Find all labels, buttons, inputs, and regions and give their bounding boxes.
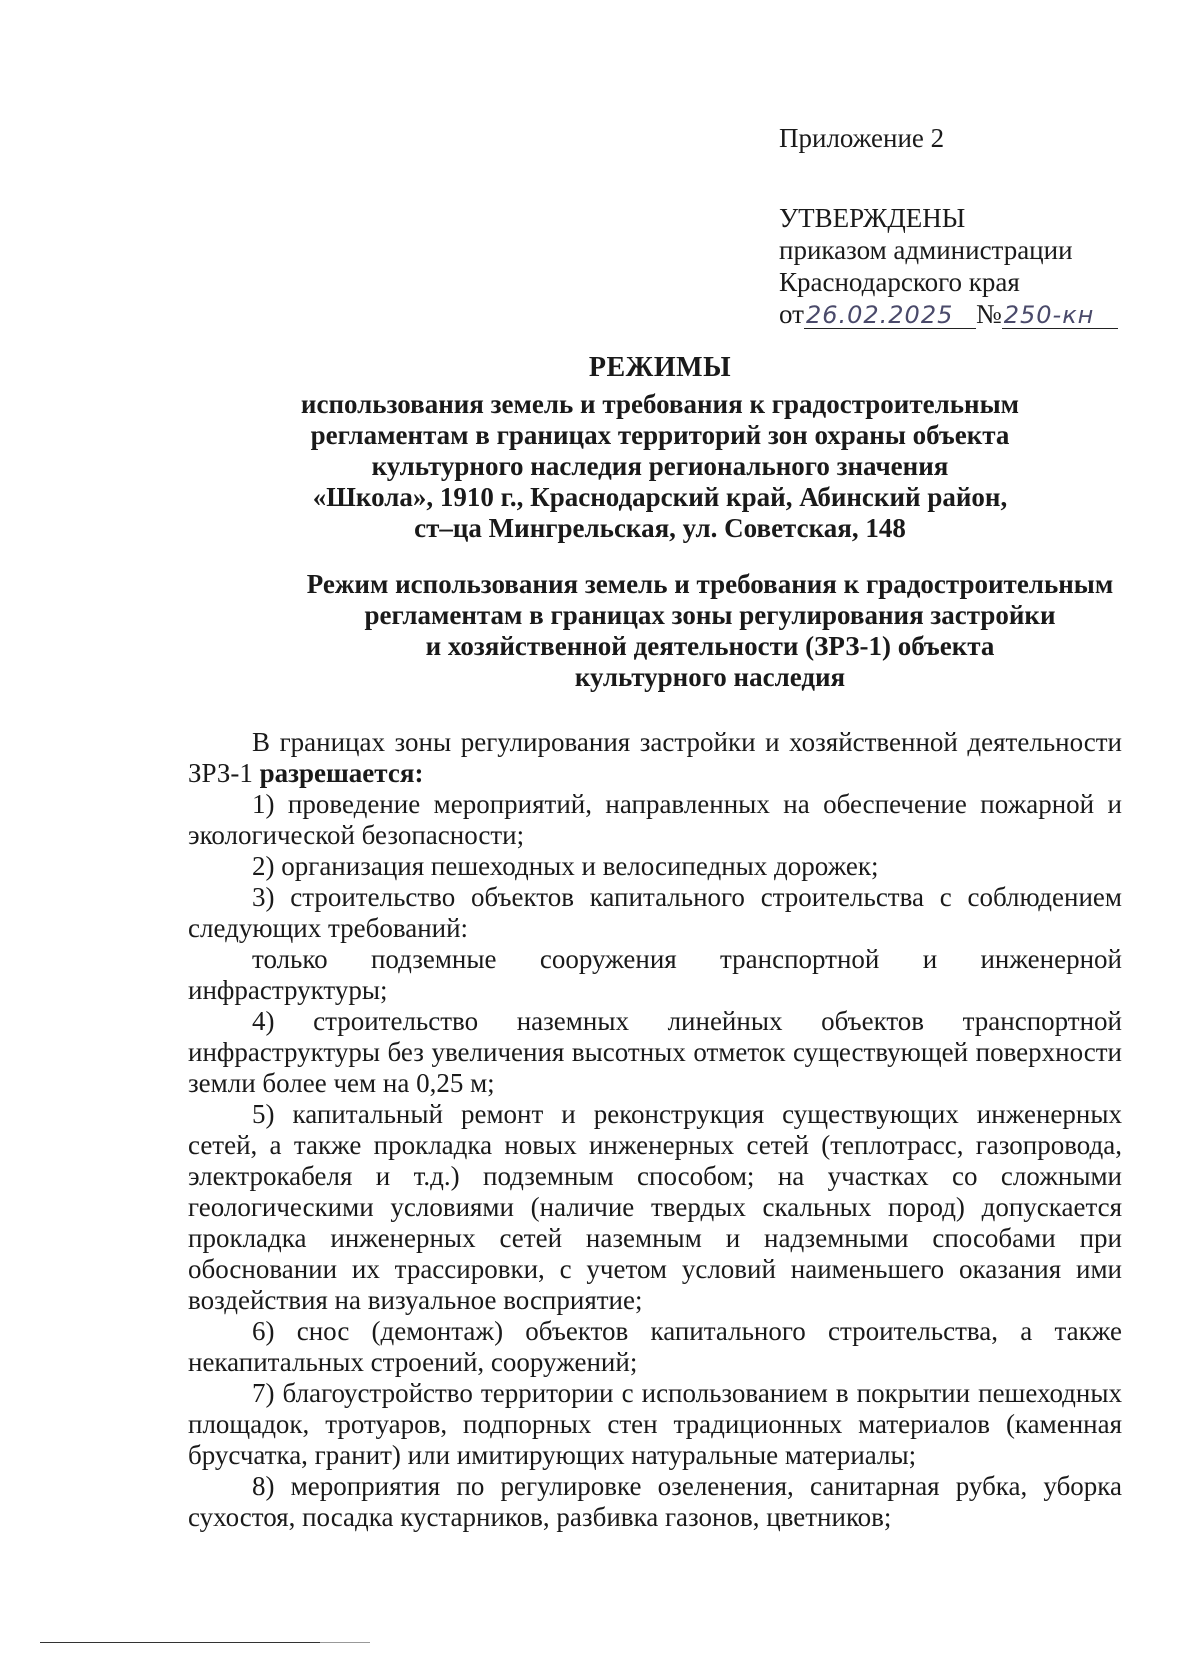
subtitle-line: и хозяйственной деятельности (ЗРЗ-1) объекта — [425, 631, 995, 661]
list-item: 2) организация пешеходных и велосипедных дорожек; — [252, 851, 879, 881]
title-line: регламентам в границах территорий зон охраны объекта — [310, 420, 1010, 450]
title-line: ст–ца Мингрельская, ул. Советская, 148 — [414, 513, 906, 543]
list-item: 4) строительство наземных линейных объектов транспортной инфраструктуры без увеличения высотных отметок существующей поверхности земли более чем на 0,25 м; — [188, 1006, 1122, 1098]
title-line: культурного наследия регионального значения — [371, 451, 949, 481]
footer-divider-tail — [320, 1642, 370, 1643]
section-subtitle — [250, 569, 1170, 693]
list-item: 8) мероприятия по регулировке озеленения, санитарная рубка, уборка сухостоя, посадка кустарников, разбивка газонов, цветников; — [188, 1471, 1122, 1532]
list-item: 1) проведение мероприятий, направленных на обеспечение пожарной и экологической безопасности; — [188, 789, 1122, 850]
approval-line-2: Краснодарского края — [779, 267, 1020, 297]
list-item: 3) строительство объектов капитального строительства с соблюдением следующих требований: — [188, 882, 1122, 943]
intro-text: В границах зоны регулирования застройки и хозяйственной деятельности ЗРЗ-1 — [188, 727, 1122, 788]
handwritten-date: 26.02.2025 — [805, 301, 954, 329]
title-main: РЕЖИМЫ — [588, 352, 732, 383]
list-item: 5) капитальный ремонт и реконструкция существующих инженерных сетей, а также прокладка новых инженерных сетей (теплотрасс, газопровода, электрокабеля и т.д.) подземным способом; на участках со сложными геологическими условиями (наличие твердых скальных пород) допускается прокладка инженерных сетей наземным и надземными способами при обосновании их трассировки, с учетом условий наименьшего оказания ими воздействия на визуальное восприятие; — [188, 1099, 1122, 1315]
approval-date-line — [779, 298, 1118, 330]
approval-line-1: приказом администрации — [779, 235, 1073, 265]
list-item: 6) снос (демонтаж) объектов капитального строительства, а также некапитальных строений, сооружений; — [188, 1316, 1122, 1377]
title-line: «Школа», 1910 г., Краснодарский край, Абинский район, — [312, 482, 1008, 512]
list-item: только подземные сооружения транспортной и инженерной инфраструктуры; — [188, 944, 1122, 1005]
intro-bold: разрешается: — [259, 758, 424, 788]
approved-heading: УТВЕРЖДЕНЫ — [779, 203, 966, 233]
number-prefix: № — [975, 299, 1002, 329]
subtitle-line: регламентам в границах зоны регулирования застройки — [364, 600, 1056, 630]
subtitle-line: культурного наследия — [574, 662, 846, 692]
number-field — [1002, 301, 1118, 329]
intro-paragraph — [188, 727, 1122, 789]
subtitle-line: Режим использования земель и требования к градостроительным — [306, 569, 1114, 599]
body-text — [188, 727, 1122, 1533]
list-item: 7) благоустройство территории с использованием в покрытии пешеходных площадок, тротуаров, подпорных стен традиционных материалов (каменная брусчатка, гранит) или имитирующих натуральные материалы; — [188, 1378, 1122, 1470]
appendix-label: Приложение 2 — [779, 123, 945, 153]
title-line: использования земель и требования к градостроительным — [300, 389, 1020, 419]
approval-block — [779, 122, 1118, 330]
handwritten-number: 250-кн — [1003, 301, 1095, 329]
document-title — [180, 352, 1140, 544]
date-prefix: от — [779, 299, 804, 329]
date-field — [804, 301, 976, 329]
